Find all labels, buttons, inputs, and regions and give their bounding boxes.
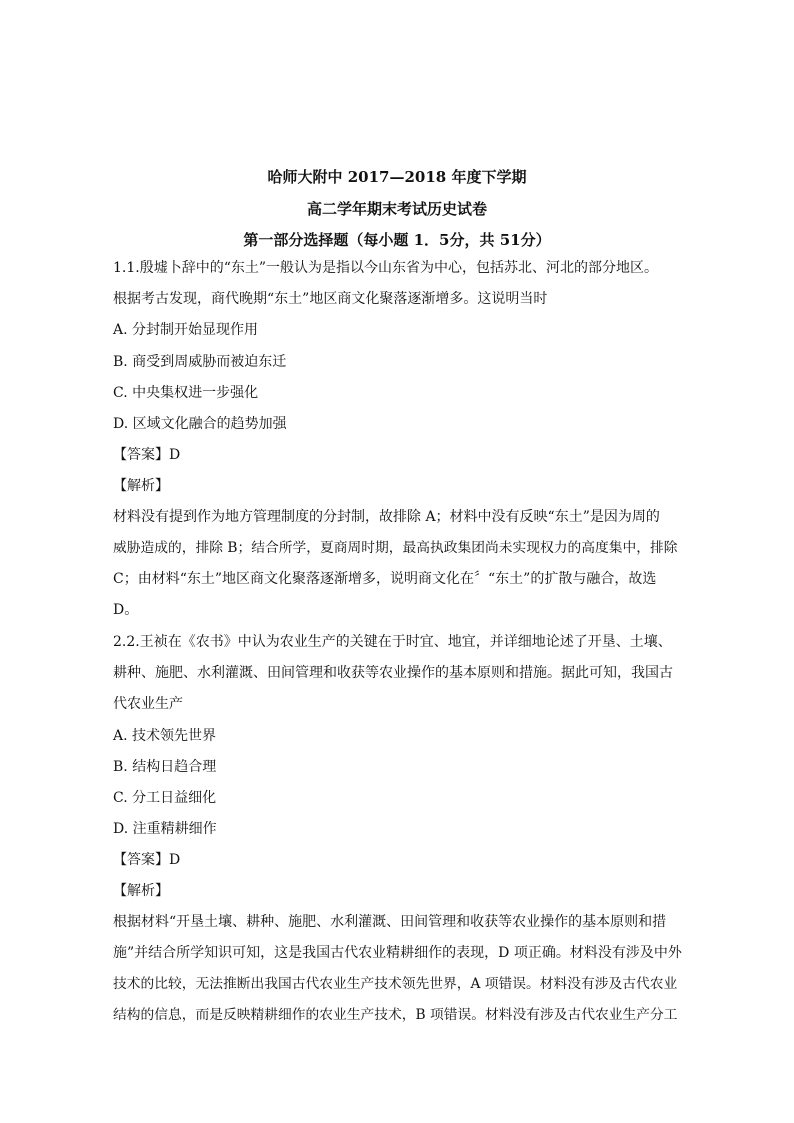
section-heading: 第一部分选择题（每小题 1．5分，共 51分） <box>243 231 551 249</box>
q2-analysis-line4: 结构的信息，而是反映精耕细作的农业生产技术，B 项错误。材料没有涉及古代农业生产分工 <box>113 1007 678 1023</box>
q2-analysis-line1: 根据材料“开垦土壤、耕种、施肥、水利灌溉、田间管理和收获等农业操作的基本原则和措 <box>113 914 667 930</box>
q2-option-b: B. 结构日趋合理 <box>113 759 217 775</box>
q2-stem-line2: 耕种、施肥、水利灌溉、田间管理和收获等农业操作的基本原则和措施。据此可知，我国古 <box>113 665 673 681</box>
q2-stem-line3: 代农业生产 <box>113 696 183 712</box>
q1-option-c: C. 中央集权进一步强化 <box>113 385 259 401</box>
q1-analysis-line3: C；由材料“东土”地区商文化聚落逐渐增多，说明商文化在〞“东土”的扩散与融合，故选 <box>113 571 657 587</box>
q1-option-a: A. 分封制开始显现作用 <box>113 322 259 338</box>
q2-option-c: C. 分工日益细化 <box>113 790 217 806</box>
exam-title-school: 哈师大附中 2017—2018 年度下学期 <box>267 168 527 186</box>
q2-answer: 【答案】D <box>113 852 181 868</box>
q2-analysis-line3: 技术的比较，无法推断出我国古代农业生产技术领先世界，A 项错误。材料没有涉及古代农业 <box>113 976 678 992</box>
q1-stem-line2: 根据考古发现，商代晚期“东土”地区商文化聚落逐渐增多。这说明当时 <box>113 291 548 307</box>
q1-stem-line1: 1.1.殷墟卜辞中的“东土”一般认为是指以今山东省为中心，包括苏北、河北的部分地区。 <box>113 260 659 276</box>
q1-option-d: D. 区域文化融合的趋势加强 <box>113 416 287 432</box>
q2-analysis-line2: 施”并结合所学知识可知，这是我国古代农业精耕细作的表现，D 项正确。材料没有涉及中外 <box>113 945 682 961</box>
q1-analysis-line4: D。 <box>113 602 139 618</box>
q2-stem-line1: 2.2.王祯在《农书》中认为农业生产的关键在于时宜、地宜，并详细地论述了开垦、土壤、 <box>113 634 672 650</box>
q1-option-b: B. 商受到周威胁而被迫东迁 <box>113 354 287 370</box>
q1-analysis-line1: 材料没有提到作为地方管理制度的分封制，故排除 A；材料中没有反映“东土”是因为周的 <box>113 509 660 525</box>
q1-analysis-label: 【解析】 <box>113 478 169 494</box>
q2-option-d: D. 注重精耕细作 <box>113 821 217 837</box>
q2-option-a: A. 技术领先世界 <box>113 728 217 744</box>
q2-analysis-label: 【解析】 <box>113 883 169 899</box>
q1-analysis-line2: 威胁造成的，排除 B；结合所学，夏商周时期，最高执政集团尚未实现权力的高度集中，排除 <box>113 540 678 556</box>
q1-answer: 【答案】D <box>113 447 181 463</box>
exam-title-subject: 高二学年期末考试历史试卷 <box>306 200 487 218</box>
